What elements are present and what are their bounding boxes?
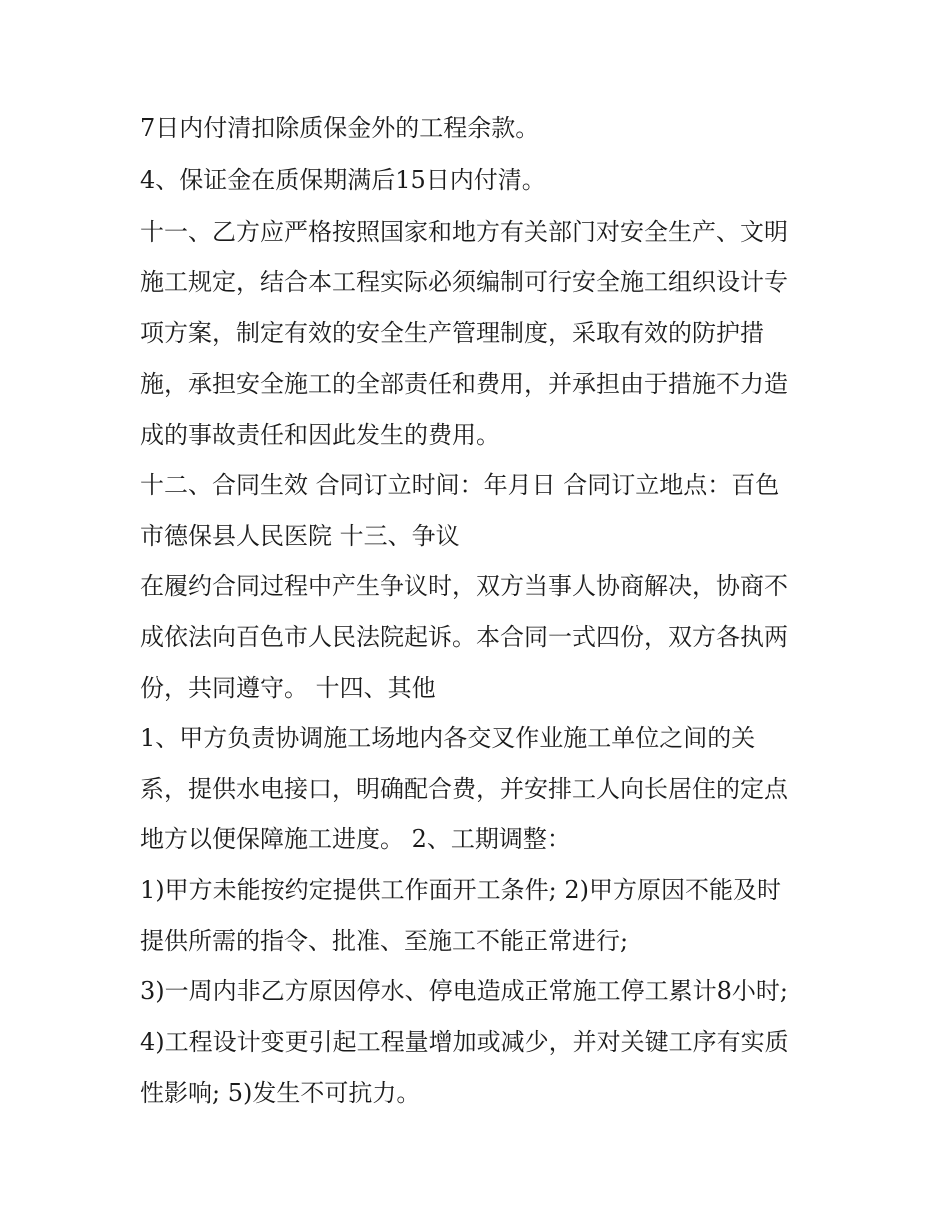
text-line: 性影响; 5)发生不可抗力。: [140, 1079, 421, 1107]
text-line: 份，共同遵守。 十四、其他: [140, 674, 436, 702]
text-line: 7日内付清扣除质保金外的工程余款。: [140, 114, 540, 142]
text-line: 项方案，制定有效的安全生产管理制度，采取有效的防护措: [140, 319, 764, 347]
text-line: 提供所需的指令、批准、至施工不能正常进行;: [140, 927, 629, 955]
text-line: 成的事故责任和因此发生的费用。: [140, 421, 500, 449]
text-line: 4、保证金在质保期满后15日内付清。: [140, 166, 546, 194]
text-line: 3)一周内非乙方原因停水、停电造成正常施工停工累计8小时;: [140, 977, 788, 1005]
text-line: 十一、乙方应严格按照国家和地方有关部门对安全生产、文明: [140, 218, 788, 246]
text-line: 成依法向百色市人民法院起诉。本合同一式四份，双方各执两: [140, 623, 788, 651]
text-line: 施工规定，结合本工程实际必须编制可行安全施工组织设计专: [140, 268, 788, 296]
text-line: 4)工程设计变更引起工程量增加或减少，并对关键工序有实质: [140, 1028, 789, 1056]
text-line: 市德保县人民医院 十三、争议: [140, 522, 460, 550]
text-line: 十二、合同生效 合同订立时间：年月日 合同订立地点：百色: [140, 471, 780, 499]
text-line: 地方以便保障施工进度。 2、工期调整：: [140, 825, 571, 853]
text-line: 1)甲方未能按约定提供工作面开工条件; 2)甲方原因不能及时: [140, 876, 781, 904]
text-line: 系，提供水电接口，明确配合费，并安排工人向长居住的定点: [140, 775, 788, 803]
text-line: 1、甲方负责协调施工场地内各交叉作业施工单位之间的关: [140, 724, 756, 752]
text-line: 在履约合同过程中产生争议时，双方当事人协商解决，协商不: [140, 572, 788, 600]
text-line: 施，承担安全施工的全部责任和费用，并承担由于措施不力造: [140, 370, 788, 398]
